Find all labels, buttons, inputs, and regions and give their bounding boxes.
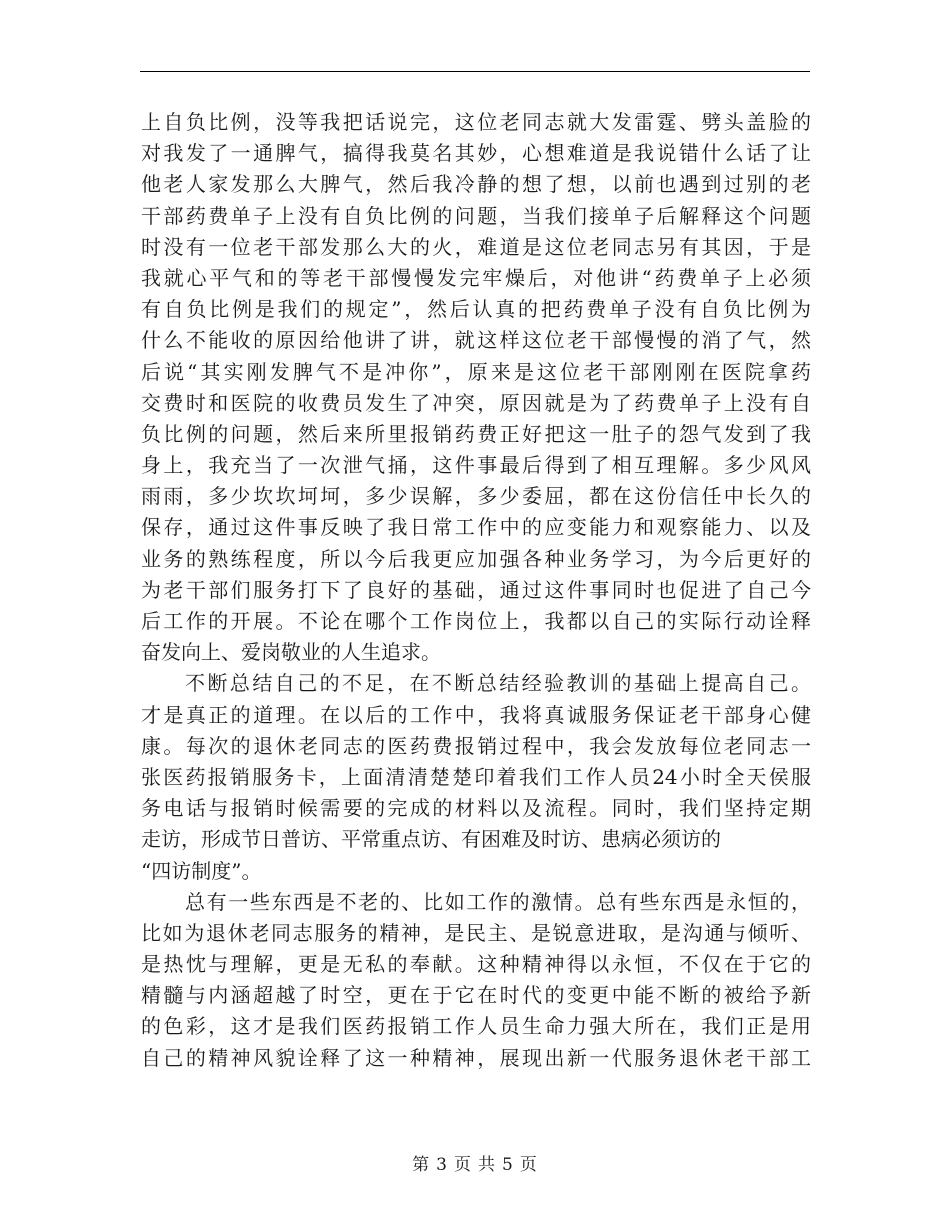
text-line: 为老干部们服务打下了良好的基础，通过这件事同时也促进了自己今 bbox=[141, 577, 811, 602]
text-line: 时没有一位老干部发那么大的火，难道是这位老同志另有其因，于是 bbox=[141, 234, 811, 259]
text-line: 后工作的开展。不论在哪个工作岗位上，我都以自己的实际行动诠释 bbox=[141, 609, 811, 633]
footer-current-page: 3 bbox=[436, 1155, 448, 1175]
text-line: 业务的熟练程度，所以今后我更应加强各种业务学习，为今后更好的 bbox=[141, 546, 811, 571]
text-line: 后说“其实刚发脾气不是冲你”，原来是这位老干部刚刚在医院拿药 bbox=[141, 359, 811, 384]
text-line: “四访制度”。 bbox=[141, 858, 262, 883]
text-line: 的色彩，这才是我们医药报销工作人员生命力强大所在，我们正是用 bbox=[141, 1014, 811, 1039]
footer-total-pages: 5 bbox=[502, 1155, 514, 1175]
footer-suffix: 页 bbox=[519, 1155, 538, 1175]
text-line: 雨雨，多少坎坎坷坷，多少误解，多少委屈，都在这份信任中长久的 bbox=[141, 484, 811, 509]
footer-page-word: 页 bbox=[454, 1155, 472, 1175]
text-line: 对我发了一通脾气，搞得我莫名其妙，心想难道是我说错什么话了让 bbox=[141, 141, 811, 166]
body-text bbox=[141, 107, 811, 1074]
text-line: 有自负比例是我们的规定”，然后认真的把药费单子没有自负比例为 bbox=[141, 297, 811, 322]
text-line: 我就心平气和的等老干部慢慢发完牢燥后，对他讲“药费单子上必须 bbox=[141, 265, 811, 290]
text-line: 精髓与内涵超越了时空，更在于它在时代的变更中能不断的被给予新 bbox=[141, 983, 811, 1008]
header-rule bbox=[140, 71, 810, 72]
text-line: 干部药费单子上没有自负比例的问题，当我们接单子后解释这个问题 bbox=[141, 203, 811, 228]
page-footer bbox=[0, 1150, 950, 1175]
text-line: 交费时和医院的收费员发生了冲突，原因就是为了药费单子上没有自 bbox=[141, 390, 811, 415]
text-line: 走访，形成节日普访、平常重点访、有困难及时访、患病必须访的 bbox=[141, 827, 721, 852]
text-line: 上自负比例，没等我把话说完，这位老同志就大发雷霆、劈头盖脸的 bbox=[141, 110, 811, 134]
text-line: 什么不能收的原因给他讲了讲，就这样这位老干部慢慢的消了气，然 bbox=[141, 328, 811, 353]
text-line: 自己的精神风貌诠释了这一种精神，展现出新一代服务退休老干部工 bbox=[141, 1045, 811, 1070]
text-line: 比如为退休老同志服务的精神，是民主、是锐意进取，是沟通与倾听、 bbox=[141, 920, 811, 945]
text-line: 张医药报销服务卡，上面清清楚楚印着我们工作人员24小时全天侯服 bbox=[141, 764, 811, 789]
text-line: 保存，通过这件事反映了我日常工作中的应变能力和观察能力、以及 bbox=[141, 515, 811, 540]
footer-prefix: 第 bbox=[412, 1155, 431, 1175]
text-line: 不断总结自己的不足，在不断总结经验教训的基础上提高自己。 bbox=[185, 671, 811, 696]
text-line: 身上，我充当了一次泄气捅，这件事最后得到了相互理解。多少风风 bbox=[141, 453, 811, 478]
text-line: 他老人家发那么大脾气，然后我冷静的想了想，以前也遇到过别的老 bbox=[141, 172, 811, 197]
text-line: 奋发向上、爱岗敬业的人生追求。 bbox=[141, 640, 441, 665]
text-line: 才是真正的道理。在以后的工作中，我将真诚服务保证老干部身心健 bbox=[141, 702, 811, 727]
text-line: 康。每次的退休老同志的医药费报销过程中，我会发放每位老同志一 bbox=[141, 733, 811, 758]
text-line: 务电话与报销时候需要的完成的材料以及流程。同时，我们坚持定期 bbox=[141, 796, 811, 821]
text-line: 是热忱与理解，更是无私的奉献。这种精神得以永恒，不仅在于它的 bbox=[141, 952, 811, 977]
text-line: 总有一些东西是不老的、比如工作的激情。总有些东西是永恒的， bbox=[185, 889, 811, 914]
text-line: 负比例的问题，然后来所里报销药费正好把这一肚子的怨气发到了我 bbox=[141, 421, 811, 446]
footer-total-word: 共 bbox=[478, 1155, 496, 1175]
